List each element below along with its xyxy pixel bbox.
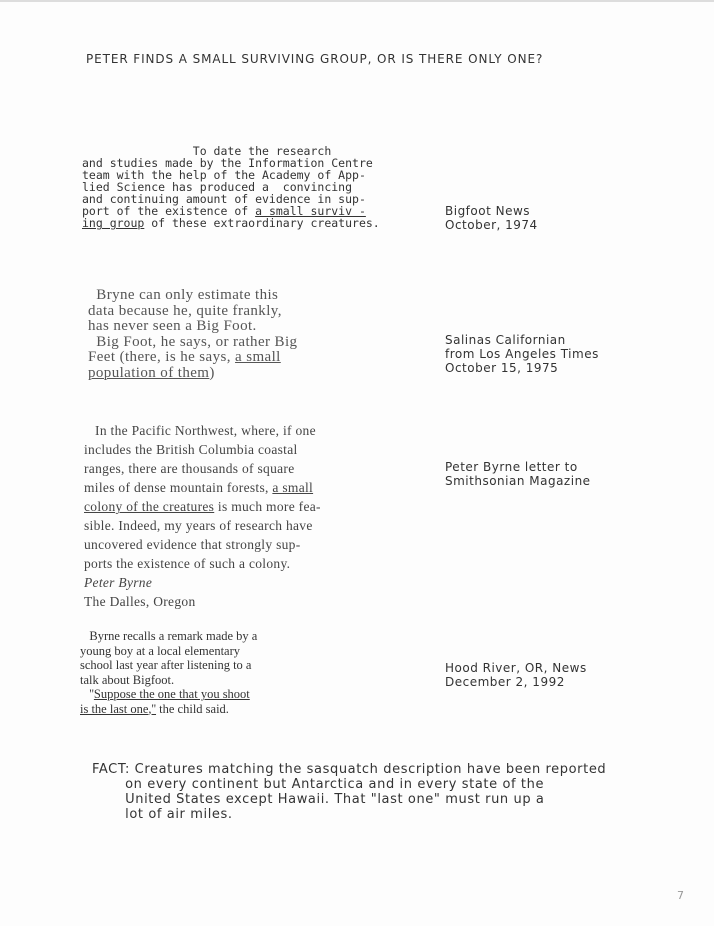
text-line: ranges, there are thousands of square: [84, 461, 295, 476]
text-line: '': [80, 687, 94, 701]
text-line: includes the British Columbia coastal: [84, 442, 298, 457]
text-line: sible. Indeed, my years of research have: [84, 518, 313, 533]
underlined-text: ing group: [82, 216, 145, 230]
text-line: ports the existence of such a colony.: [84, 556, 291, 571]
text-line: Big Foot, he says, or rather Big: [88, 333, 298, 350]
text-line: In the Pacific Northwest, where, if one: [84, 423, 316, 438]
excerpt-hood-river-news: [80, 629, 257, 716]
underlined-text: is the last one,'': [80, 701, 157, 716]
fact-paragraph: [92, 762, 606, 822]
text-line: young boy at a local elementary: [80, 643, 241, 658]
underlined-text: a small surviv -: [255, 204, 366, 218]
fact-label: FACT:: [92, 762, 130, 777]
source-bigfoot-news: [445, 204, 538, 232]
text-line: Creatures matching the sasquatch description have been reported: [129, 762, 607, 777]
text-line: port of the existence of: [82, 204, 256, 218]
text-line: ): [209, 364, 215, 381]
page-title: PETER FINDS A SMALL SURVIVING GROUP, OR IS THERE ONLY ONE?: [86, 52, 544, 66]
underlined-text: Suppose the one that you shoot: [93, 687, 250, 701]
text-line: on every continent but Antarctica and in every state of the: [92, 777, 545, 792]
text-line: Byrne recalls a remark made by a: [80, 629, 258, 643]
text-line: United States except Hawaii. That "last one" must run up a: [92, 792, 545, 807]
source-line: Bigfoot News: [445, 204, 531, 218]
text-line: lot of air miles.: [92, 807, 233, 822]
source-line: Hood River, OR, News: [445, 661, 587, 675]
source-line: Peter Byrne letter to: [445, 460, 578, 474]
source-line: October, 1974: [445, 218, 538, 232]
source-line: Salinas Californian: [445, 333, 566, 347]
text-line: uncovered evidence that strongly sup-: [84, 537, 301, 552]
underlined-text: a small: [272, 480, 314, 495]
text-line: Bryne can only estimate this: [88, 287, 279, 303]
text-line: To date the research: [82, 144, 332, 158]
text-line: team with the help of the Academy of App-: [82, 168, 366, 182]
text-line: of these extraordinary creatures.: [144, 216, 380, 230]
excerpt-bigfoot-news: [82, 145, 380, 229]
text-line: and studies made by the Information Centre: [82, 156, 373, 170]
text-line: has never seen a Big Foot.: [88, 318, 257, 334]
source-line: December 2, 1992: [445, 675, 565, 689]
text-line: data because he, quite frankly,: [88, 302, 282, 319]
text-line: talk about Bigfoot.: [80, 672, 175, 687]
source-hood-river: [445, 661, 587, 689]
source-line: from Los Angeles Times: [445, 347, 599, 361]
text-line: miles of dense mountain forests,: [84, 480, 273, 495]
place: The Dalles, Oregon: [84, 594, 196, 609]
text-line: school last year after listening to a: [80, 658, 252, 672]
excerpt-salinas-californian: [88, 288, 297, 381]
text-line: Feet (there, is he says,: [88, 349, 236, 365]
text-line: lied Science has produced a convincing: [82, 180, 353, 194]
source-smithsonian: [445, 460, 591, 488]
source-line: October 15, 1975: [445, 361, 559, 375]
excerpt-smithsonian-letter: [84, 421, 321, 611]
underlined-text: population of them: [88, 364, 210, 381]
signature: Peter Byrne: [84, 575, 153, 590]
underlined-text: colony of the creatures: [84, 499, 215, 514]
underlined-text: a small: [235, 349, 281, 365]
source-salinas-californian: [445, 333, 599, 375]
page-number: 7: [677, 889, 684, 902]
text-line: is much more fea-: [214, 499, 321, 514]
text-line: and continuing amount of evidence in sup-: [82, 192, 366, 206]
text-line: the child said.: [156, 701, 229, 716]
source-line: Smithsonian Magazine: [445, 474, 591, 488]
